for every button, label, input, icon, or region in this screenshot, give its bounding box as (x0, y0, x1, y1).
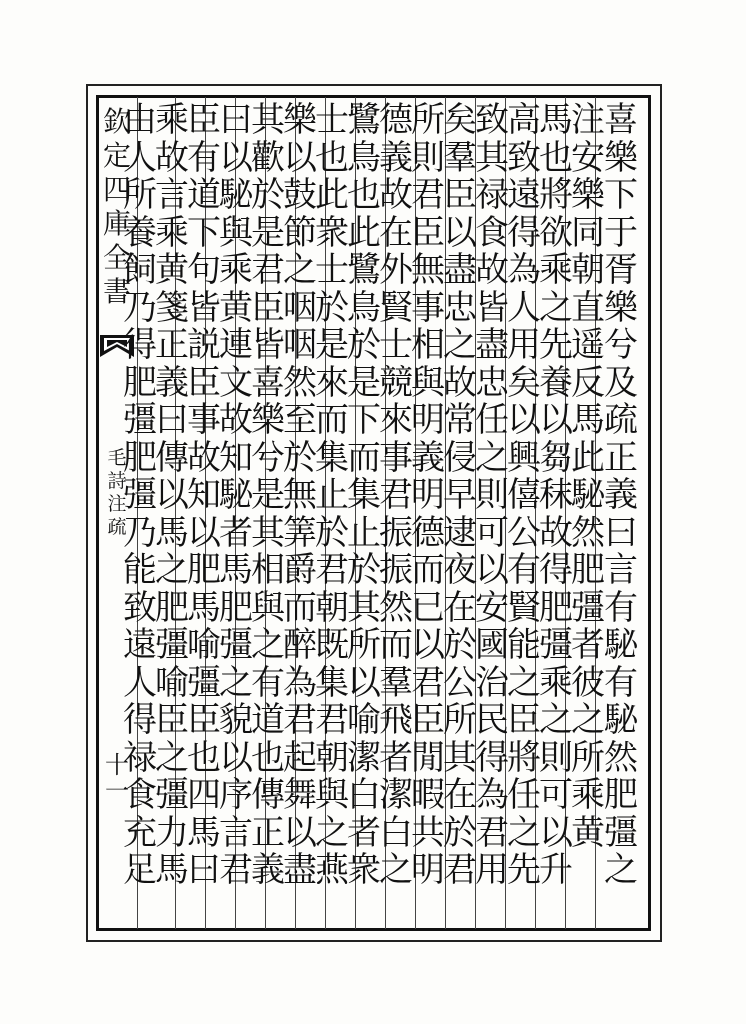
text-column: 由人所養飼乃得肥彊肥彊乃能致遠人得禄食充足 (123, 102, 157, 890)
collection-title: 欽定四庫全書 (102, 105, 131, 308)
text-column: 其歡於是君臣皆喜樂兮是其相與之有道也傳正義 (251, 102, 285, 890)
text-column: 德義故在外賢士競來事君振振然而羣飛者潔白之 (379, 102, 413, 890)
book-title-label: 毛詩注疏 (107, 447, 127, 538)
text-column: 所則君臣無事相與明義明德而已以君臣閒暇共明 (411, 102, 445, 890)
text-column: 高致遠得為人用矣以興僖公有賢能之臣將任之先 (507, 102, 541, 890)
text-column: 臣有道下句皆説臣事故知以肥馬喻彊臣也四馬曰 (187, 102, 221, 890)
text-column: 乘故言乘黄箋正義曰傳以馬之肥彊喻臣之彊力馬 (155, 102, 189, 890)
text-column: 鷺鳥也此鷺鳥於是下而集止於其所以喻潔白者衆 (347, 102, 381, 890)
text-column: 馬也將欲乘之先養以芻秣故得肥彊乘之則可以升 (539, 102, 573, 890)
text-column: 喜樂下于胥樂兮及疏正義曰言有駜有駜然肥彊之 (604, 102, 638, 890)
page-number: 十一 (105, 751, 129, 805)
text-column: 矣羣臣以盡忠之故常侵早逮夜在於公所其在於君 (443, 102, 477, 890)
text-column: 注安樂同朝直遥反馬此駜然肥彊者彼之所乘黄 (571, 102, 605, 853)
text-column: 致其禄食故皆盡忠任之則可以安國治民得為君用 (475, 102, 509, 890)
text-column: 曰以駜與乘黄連文故知駜者馬肥彊之貌以序言君 (219, 102, 253, 890)
text-column: 樂以鼓節之咽咽然至於無筭爵而醉為君起舞以盡 (283, 102, 317, 890)
text-column: 士也此衆士於是來而集止於君朝既集君朝與之燕 (315, 102, 349, 890)
